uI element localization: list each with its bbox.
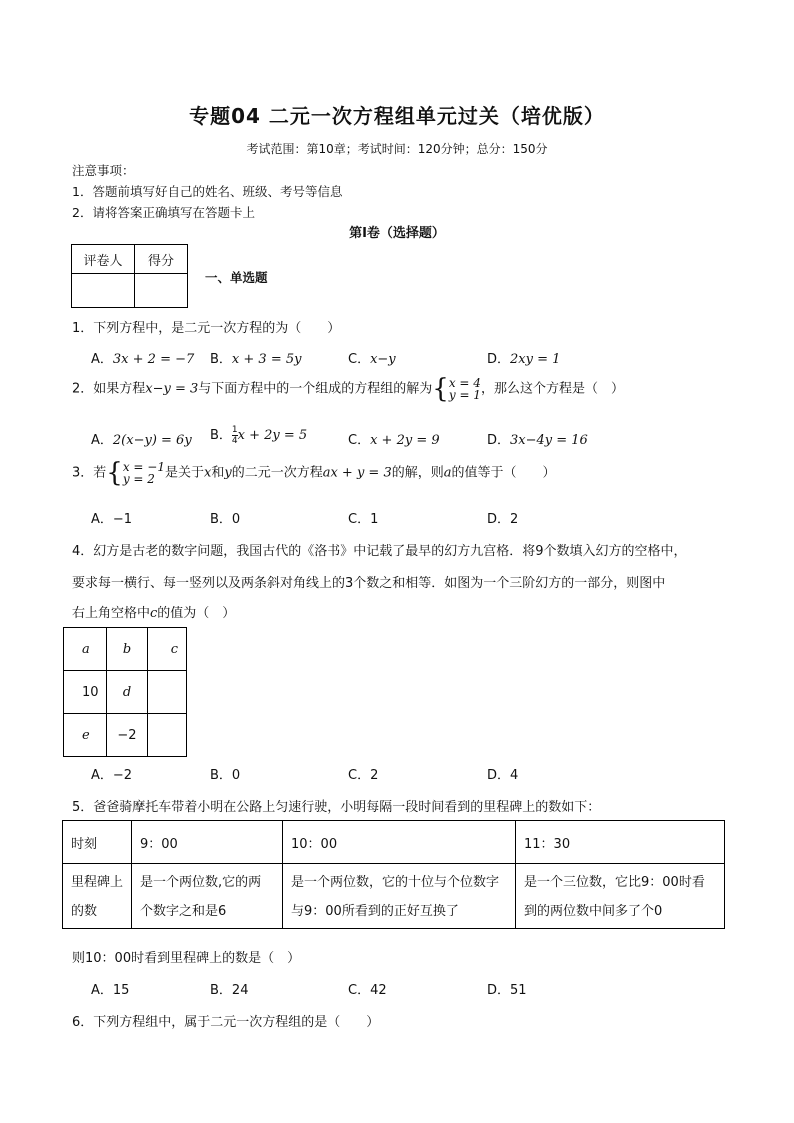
option-label: B． — [210, 983, 232, 998]
option-text: x−y — [370, 352, 396, 367]
q2-option-a[interactable] — [91, 429, 192, 448]
option-label: D． — [487, 352, 511, 367]
q5-option-c[interactable] — [348, 979, 387, 998]
table-header-cell: 时刻 — [63, 821, 132, 864]
option-label: C． — [348, 768, 371, 783]
stem-text: ，那么这个方程是（ ） — [480, 381, 624, 397]
option-text: 42 — [370, 983, 387, 998]
note-item: 2．请将答案正确填写在答题卡上 — [72, 205, 255, 220]
numerator: 1 — [231, 425, 238, 435]
question-4-line-2: 要求每一横行、每一竖列以及两条斜对角线上的3个数之和相等．如图为一个三阶幻方的一部分，则图中 — [72, 576, 666, 591]
score-header-score: 得分 — [135, 245, 188, 274]
table-header-cell: 11：30 — [516, 821, 725, 864]
option-label: C． — [348, 983, 371, 998]
option-text: 24 — [231, 983, 249, 998]
option-label: A． — [91, 512, 113, 527]
score-cell-score[interactable] — [135, 274, 188, 308]
q2-option-c[interactable] — [348, 429, 440, 448]
magic-cell — [148, 671, 187, 714]
option-label: C． — [348, 352, 371, 367]
q5-option-a[interactable] — [91, 979, 129, 998]
system-row: x = −1 — [122, 460, 165, 474]
table-cell: 是一个两位数，它的十位与个位数字与9：00所看到的正好互换了 — [283, 864, 516, 929]
option-label: B． — [210, 428, 232, 443]
option-label: C． — [348, 512, 371, 527]
option-text: 3x + 2 = −7 — [112, 352, 195, 367]
q4-option-c[interactable] — [348, 764, 378, 783]
score-header-grader: 评卷人 — [72, 245, 135, 274]
notes-heading: 注意事项： — [72, 163, 135, 178]
option-text: 0 — [231, 768, 241, 783]
stem-equation: ax + y = 3 — [322, 465, 392, 481]
option-label: A． — [91, 352, 113, 367]
magic-cell: b — [107, 628, 148, 671]
option-label: B． — [210, 352, 232, 367]
q4-option-d[interactable] — [487, 764, 518, 783]
option-label: A． — [91, 433, 113, 448]
stem-variable: x — [203, 465, 212, 481]
q1-option-c[interactable] — [348, 348, 396, 367]
system-row: y = 1 — [448, 388, 481, 402]
option-text: 2 — [370, 768, 379, 783]
option-text: 2xy = 1 — [510, 352, 561, 367]
q4-option-b[interactable] — [210, 764, 240, 783]
question-4-line-1: 4．幻方是古老的数字问题，我国古代的《洛书》中记载了最早的幻方九宫格．将9个数填入幻方的空格中， — [72, 544, 687, 559]
option-text: x + 3 = 5y — [231, 352, 302, 367]
option-text: 2(x−y) = 6y — [112, 433, 192, 448]
stem-text: 2．如果方程 — [72, 381, 146, 397]
option-text: −2 — [112, 768, 133, 783]
magic-square — [63, 627, 187, 757]
magic-cell: e — [64, 714, 107, 757]
q3-option-b[interactable] — [210, 508, 240, 527]
note-item: 1．答题前填写好自己的姓名、班级、考号等信息 — [72, 184, 343, 199]
option-label: D． — [487, 433, 511, 448]
q3-option-d[interactable] — [487, 508, 518, 527]
question-1-stem: 1．下列方程中，是二元一次方程的为（ ） — [72, 321, 341, 336]
score-table — [71, 244, 188, 308]
table-header-cell: 10：00 — [283, 821, 516, 864]
option-text: 51 — [510, 983, 527, 998]
table-cell: 里程碑上的数 — [63, 864, 132, 929]
q1-option-d[interactable] — [487, 348, 560, 367]
section-single-choice: 一、单选题 — [205, 270, 268, 285]
magic-cell: 10 — [64, 671, 107, 714]
option-label: A． — [91, 768, 113, 783]
option-text: 4 — [510, 768, 519, 783]
q4-option-a[interactable] — [91, 764, 132, 783]
q1-option-b[interactable] — [210, 348, 301, 367]
option-text: −1 — [112, 512, 133, 527]
denominator: 4 — [231, 436, 238, 446]
option-label: B． — [210, 512, 232, 527]
question-2-stem — [72, 374, 624, 404]
option-label: D． — [487, 768, 511, 783]
q5-option-b[interactable] — [210, 979, 248, 998]
option-text: 0 — [231, 512, 241, 527]
stem-equation: x−y = 3 — [145, 381, 199, 397]
q3-option-c[interactable] — [348, 508, 378, 527]
stem-variable: c — [150, 606, 158, 621]
q2-option-b[interactable] — [210, 424, 307, 446]
q5-option-d[interactable] — [487, 979, 527, 998]
q3-option-a[interactable] — [91, 508, 132, 527]
option-text: 2 — [510, 512, 519, 527]
question-5-followup: 则10：00时看到里程碑上的数是（ ） — [72, 951, 301, 966]
question-3-stem — [72, 458, 556, 488]
magic-cell — [148, 714, 187, 757]
option-text: x + 2y = 9 — [370, 433, 440, 448]
option-label: B． — [210, 768, 232, 783]
stem-text: 右上角空格中 — [72, 606, 151, 621]
milestone-table — [62, 820, 725, 929]
stem-text: 是关于 — [164, 465, 204, 481]
equation-system: { x = −1 y = 2 — [106, 458, 165, 488]
magic-cell: −2 — [107, 714, 148, 757]
option-label: A． — [91, 983, 113, 998]
q2-option-d[interactable] — [487, 429, 588, 448]
equation-system: { x = 4 y = 1 — [432, 374, 481, 404]
option-label: C． — [348, 433, 371, 448]
table-cell: 是一个两位数,它的两个数字之和是6 — [132, 864, 283, 929]
section-title: 第I卷（选择题） — [349, 226, 445, 241]
magic-cell: c — [148, 628, 187, 671]
stem-variable: a — [443, 465, 452, 481]
table-cell: 是一个三位数，它比9：00时看到的两位数中间多了个0 — [516, 864, 725, 929]
stem-text: 3．若 — [72, 465, 107, 481]
stem-text: 的值等于（ ） — [451, 465, 556, 481]
stem-text: 的二元一次方程 — [231, 465, 323, 481]
stem-text: 的解，则 — [391, 465, 444, 481]
question-5-stem: 5．爸爸骑摩托车带着小明在公路上匀速行驶，小明每隔一段时间看到的里程碑上的数如下： — [72, 800, 601, 815]
option-text: 1 — [370, 512, 379, 527]
option-label: D． — [487, 983, 511, 998]
system-row: x = 4 — [448, 376, 481, 390]
magic-cell: d — [107, 671, 148, 714]
option-text: 3x−4y = 16 — [510, 433, 588, 448]
stem-text: 的值为（ ） — [157, 606, 236, 621]
system-row: y = 2 — [122, 472, 155, 486]
option-text: 15 — [112, 983, 130, 998]
option-text: x + 2y = 5 — [237, 428, 308, 443]
score-cell-grader[interactable] — [72, 274, 135, 308]
exam-info: 考试范围：第10章；考试时间：120分钟；总分：150分 — [246, 142, 548, 156]
magic-cell: a — [64, 628, 107, 671]
q1-option-a[interactable] — [91, 348, 194, 367]
page-title: 专题04 二元一次方程组单元过关（培优版） — [189, 104, 605, 128]
table-header-cell: 9：00 — [132, 821, 283, 864]
question-6-stem: 6．下列方程组中，属于二元一次方程组的是（ ） — [72, 1015, 380, 1030]
stem-text: 与下面方程中的一个组成的方程组的解为 — [198, 381, 433, 397]
option-label: D． — [487, 512, 511, 527]
stem-text: 和 — [211, 465, 225, 481]
question-4-line-3 — [72, 602, 235, 621]
stem-variable: y — [224, 465, 232, 481]
